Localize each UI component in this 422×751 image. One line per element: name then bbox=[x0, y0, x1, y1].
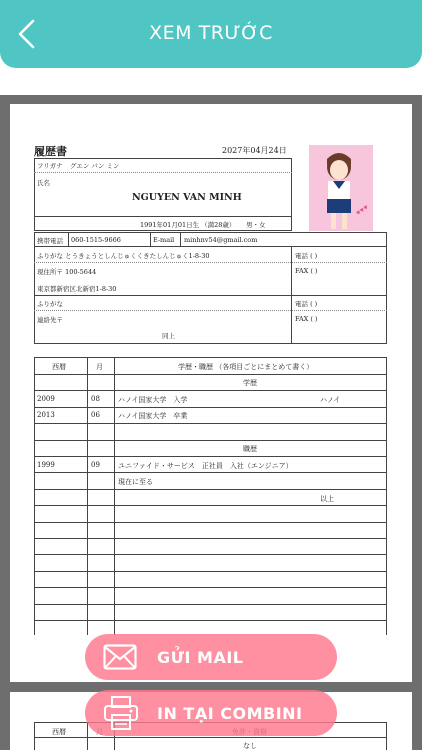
grid-line bbox=[34, 390, 387, 391]
mail-icon bbox=[103, 644, 137, 670]
resume-date: 2027年04月24日 bbox=[222, 146, 287, 155]
grid-line bbox=[34, 407, 387, 408]
row-year: 2009 bbox=[37, 395, 55, 403]
profile-photo bbox=[309, 145, 373, 231]
name-label: 氏名 bbox=[37, 179, 50, 187]
row-month: 08 bbox=[91, 395, 100, 403]
grid-line bbox=[34, 505, 387, 506]
phone-label: 携帯電話 bbox=[37, 237, 63, 245]
full-name: NGUYEN VAN MINH bbox=[132, 192, 242, 203]
svg-text:♥♥♥: ♥♥♥ bbox=[355, 204, 370, 218]
col-year: 西暦 bbox=[52, 363, 66, 371]
grid-line bbox=[34, 554, 387, 555]
phone-value: 060-1515-9666 bbox=[71, 236, 121, 244]
row-month: 09 bbox=[91, 461, 100, 469]
grid-line bbox=[34, 604, 387, 605]
grid-line bbox=[34, 587, 387, 588]
address-value: 東京都新宿区北新宿1-8-30 bbox=[37, 285, 117, 293]
print-combini-button[interactable] bbox=[85, 690, 337, 736]
col-month: 月 bbox=[96, 363, 103, 371]
app-header bbox=[0, 0, 422, 68]
grid-line bbox=[34, 489, 387, 490]
row-text: ハノイ国家大学 入学 bbox=[118, 396, 188, 404]
row-text: ユニファイド・サービス 正社員 入社（エンジニア） bbox=[118, 462, 293, 470]
row-year: 2013 bbox=[37, 411, 55, 419]
grid-line bbox=[34, 522, 387, 523]
page-title: XEM TRƯỚC bbox=[149, 22, 273, 44]
address2-furigana: ふりがな bbox=[37, 300, 63, 308]
row-year: 1999 bbox=[37, 461, 55, 469]
address-furigana: ふりがな とうきょうとしんじゅくくきたしんじゅく1-8-30 bbox=[37, 252, 210, 260]
grid-line bbox=[34, 538, 387, 539]
end-marker: 以上 bbox=[320, 495, 334, 503]
tel-label: 電話 ( ) bbox=[295, 252, 318, 260]
current-status: 現在に至る bbox=[118, 478, 153, 486]
grid-line bbox=[34, 423, 387, 424]
send-mail-label: GỬI MAIL bbox=[157, 648, 244, 667]
education-heading: 学歴 bbox=[243, 379, 257, 387]
fax-label: FAX ( ) bbox=[295, 267, 318, 275]
grid-line bbox=[34, 620, 387, 621]
email-label: E-mail bbox=[153, 236, 175, 244]
resume-title: 履歴書 bbox=[34, 145, 67, 158]
grid-line bbox=[34, 440, 387, 441]
row-text: ハノイ国家大学 卒業 bbox=[118, 412, 188, 420]
address-label: 現住所〒 100-5644 bbox=[37, 268, 97, 276]
print-combini-label: IN TẠI COMBINI bbox=[157, 704, 303, 723]
furigana-value: グエン バン ミン bbox=[70, 162, 120, 170]
birth-date: 1991年01月01日生 （満28歳） bbox=[140, 221, 236, 229]
work-heading: 職歴 bbox=[243, 445, 257, 453]
p2-col-year: 西暦 bbox=[52, 728, 66, 736]
gender: 男・女 bbox=[246, 221, 266, 229]
furigana-label: フリガナ bbox=[37, 162, 63, 170]
contact-label: 連絡先〒 bbox=[37, 316, 63, 324]
grid-line bbox=[34, 456, 387, 457]
grid-line bbox=[34, 571, 387, 572]
email-value: minhnv54@gmail.com bbox=[184, 236, 258, 244]
grid-line bbox=[34, 374, 387, 375]
p2-none: なし bbox=[243, 742, 257, 750]
send-mail-button[interactable] bbox=[85, 634, 337, 680]
same-as-above: 同上 bbox=[162, 332, 175, 340]
fax2-label: FAX ( ) bbox=[295, 315, 318, 323]
tel2-label: 電話 ( ) bbox=[295, 300, 318, 308]
printer-icon bbox=[103, 695, 139, 731]
grid-line bbox=[34, 472, 387, 473]
row-note: ハノイ bbox=[320, 396, 341, 404]
col-history-header: 学歴・職歴 （各項目ごとにまとめて書く） bbox=[178, 363, 314, 371]
row-month: 06 bbox=[91, 411, 100, 419]
